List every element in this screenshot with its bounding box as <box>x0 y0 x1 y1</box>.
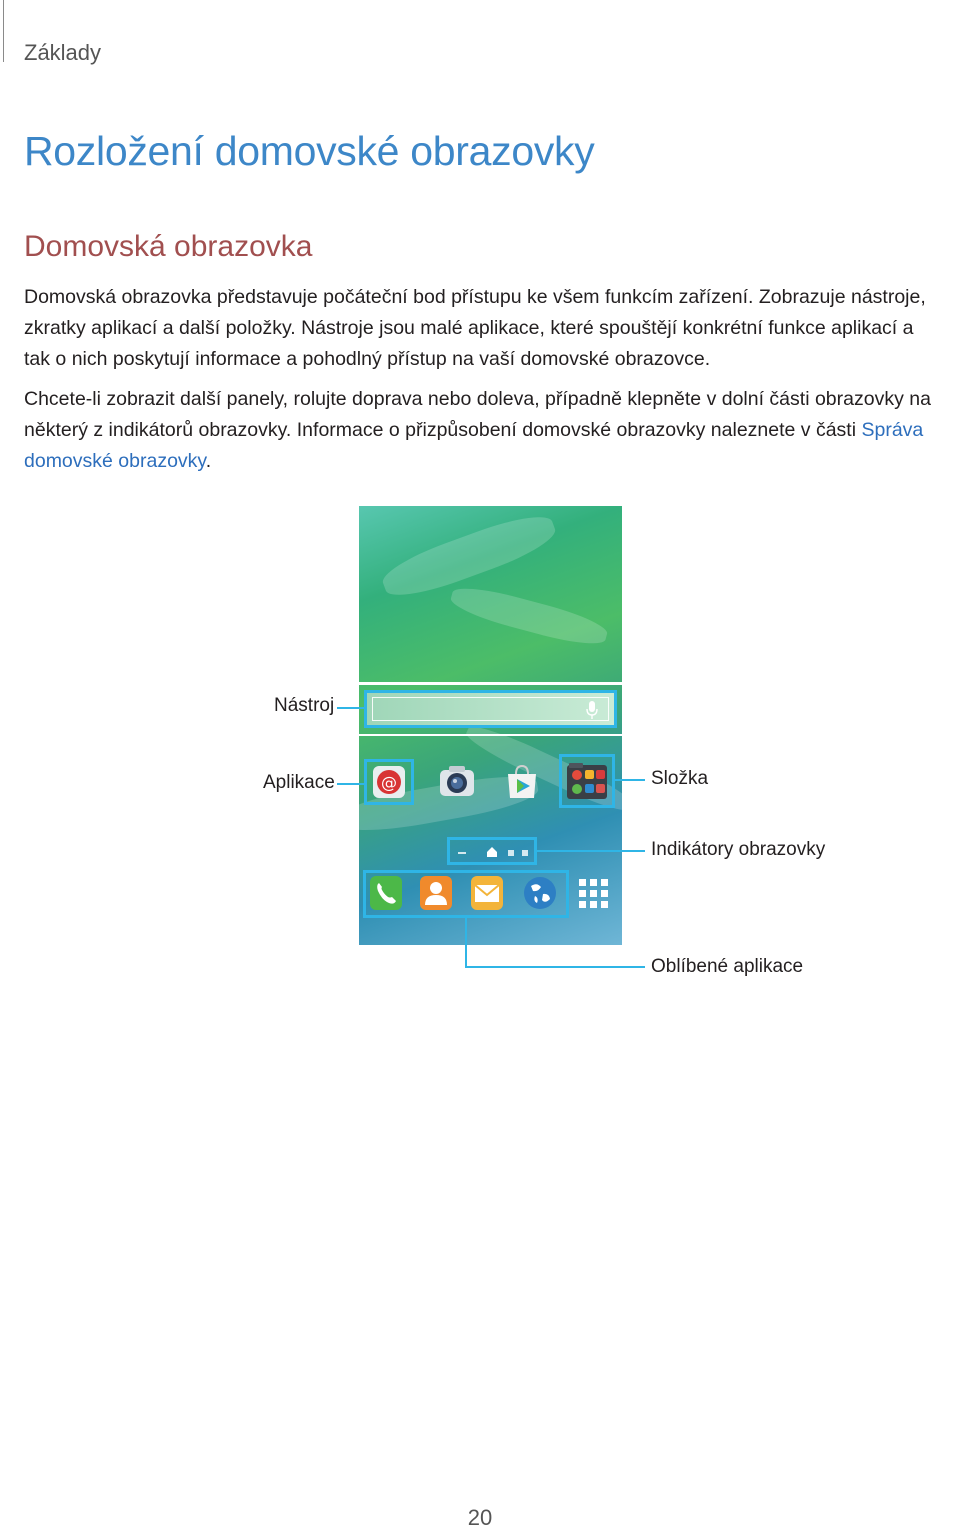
screen-indicators[interactable] <box>447 837 537 865</box>
callout-line-apps <box>337 783 367 785</box>
callout-line-favorites-v <box>465 918 467 968</box>
phone-app-icon[interactable] <box>369 875 403 911</box>
search-widget[interactable] <box>364 690 617 728</box>
paragraph-panels <box>24 384 944 477</box>
callout-line-widget <box>337 707 365 709</box>
svg-text:@: @ <box>381 773 397 792</box>
callout-line-indicators <box>534 850 645 852</box>
folder-icon[interactable] <box>565 761 609 801</box>
section-title: Domovská obrazovka <box>24 230 313 263</box>
top-rule <box>3 0 4 62</box>
callout-line-folder <box>612 779 645 781</box>
microphone-icon <box>586 700 598 720</box>
page-number: 20 <box>467 1505 493 1530</box>
screen-divider-2 <box>359 734 622 736</box>
paragraph-panels-end: . <box>205 450 212 472</box>
screen-divider <box>359 682 622 685</box>
apps-grid-icon[interactable] <box>577 877 611 911</box>
callout-line-favorites-h <box>465 966 645 968</box>
play-store-app-icon[interactable] <box>502 762 542 802</box>
camera-app-icon[interactable] <box>437 762 477 802</box>
home-screen-illustration <box>359 506 622 945</box>
callout-favorites: Oblíbené aplikace <box>651 956 804 977</box>
messages-app-icon[interactable] <box>470 875 504 911</box>
callout-indicators: Indikátory obrazovky <box>651 839 826 860</box>
page-title: Rozložení domovské obrazovky <box>24 128 595 174</box>
manage-home-screen-link[interactable]: Správa domovské obrazovky <box>24 419 924 472</box>
contacts-app-icon[interactable] <box>419 875 453 911</box>
callout-apps: Aplikace <box>263 772 335 793</box>
indicator-flipboard[interactable] <box>458 852 466 854</box>
home-indicator-icon[interactable] <box>486 846 498 858</box>
paragraph-panels-text: Chcete-li zobrazit další panely, rolujte doprava nebo doleva, případně klepněte v dolní části obrazovky na některý z indikátorů obrazovky. Informace o přizpůsobení domovské obrazovky naleznete v části <box>24 388 931 441</box>
indicator-page-2[interactable] <box>508 850 514 856</box>
callout-widget: Nástroj <box>274 695 335 716</box>
paragraph-intro: Domovská obrazovka představuje počáteční bod přístupu ke všem funkcím zařízení. Zobrazuje nástroje, zkratky aplikací a další položky. Nástroje jsou malé aplikace, které spouštějí konkrétní funkce aplikací a tak o nich poskytují informace a pohodlný přístup na vaší domovské obrazovce. <box>24 286 926 370</box>
email-app-icon[interactable] <box>369 762 409 802</box>
indicator-page-3[interactable] <box>522 850 528 856</box>
running-head: Základy <box>24 40 102 65</box>
internet-app-icon[interactable] <box>521 874 559 912</box>
callout-folder: Složka <box>651 768 709 789</box>
